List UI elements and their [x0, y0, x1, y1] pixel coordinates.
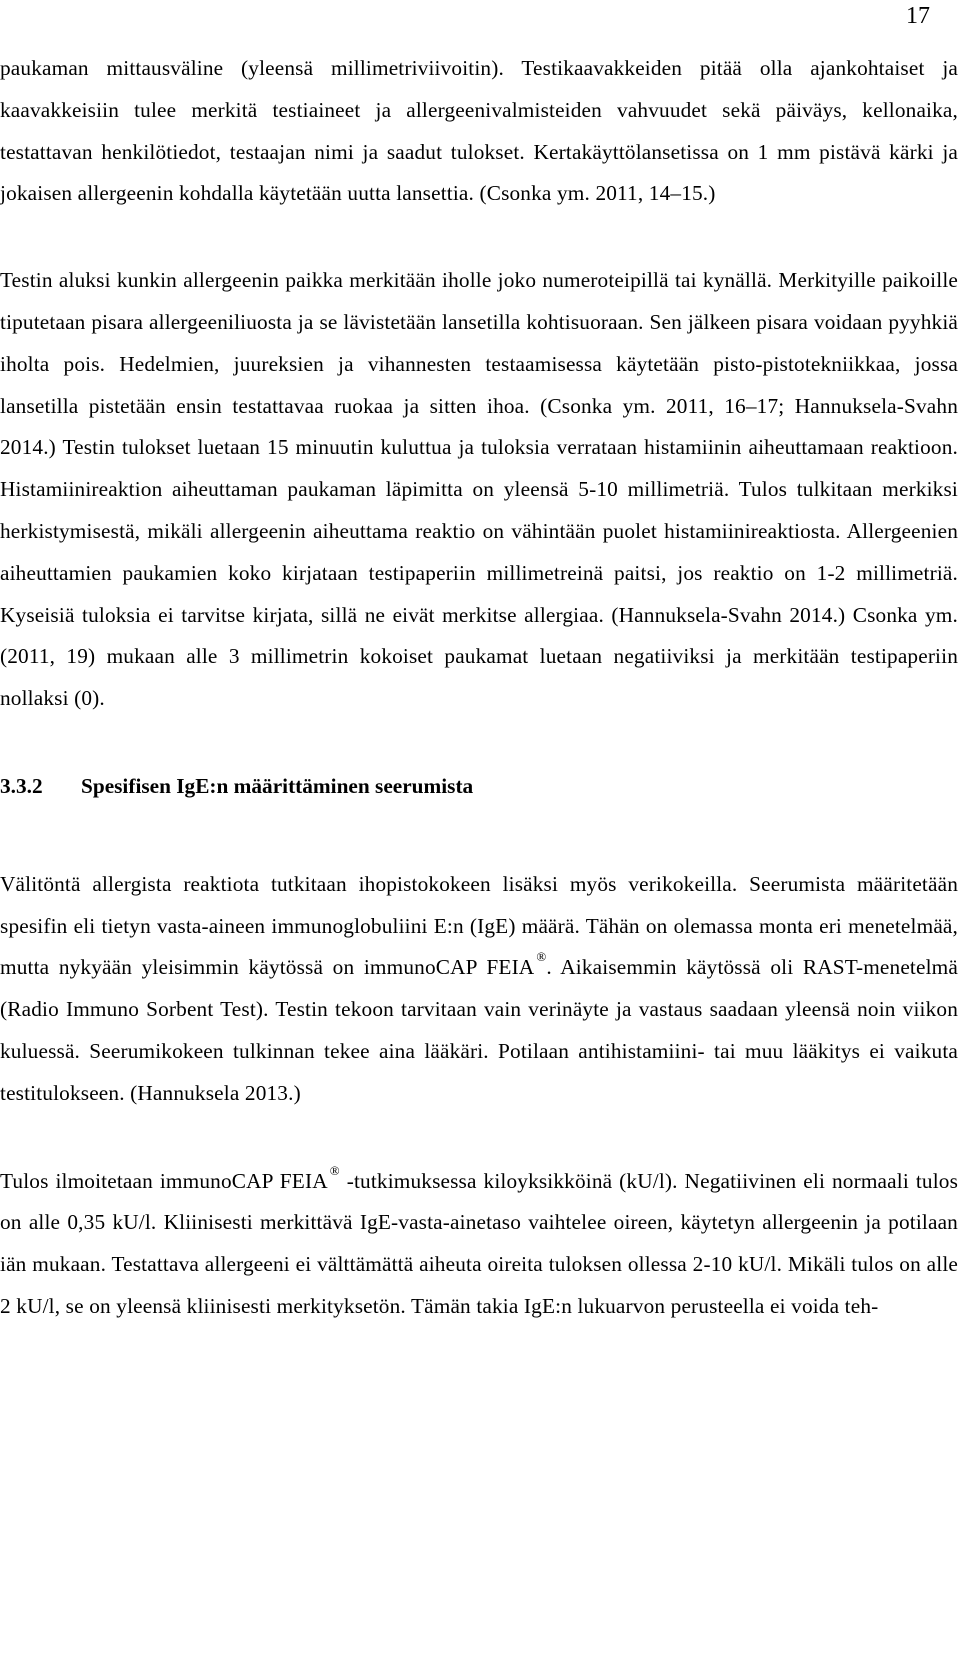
- paragraph-serum-ige: [0, 864, 958, 1115]
- paragraph-result-reporting: [0, 1161, 958, 1328]
- registered-mark: ®: [536, 949, 547, 965]
- section-number: 3.3.2: [0, 773, 43, 798]
- paragraph-text: -tutkimuksessa kiloyksikköinä (kU/l). Negatiivinen eli normaali tulos on alle 0,35 kU/l. Kliinisesti merkittävä IgE-vasta-ainetaso vaihtelee oireen, käytetyn allergeenin ja potilaan iän mukaan. Testattava allergeeni ei välttämättä aiheuta oireita tuloksen ollessa 2-10 kU/l. Mikäli tulos on alle 2 kU/l, se on yleensä kliinisesti merkityksetön. Tämän takia IgE:n lukuarvon perusteella ei voida teh-: [0, 1168, 959, 1318]
- paragraph-text: Tulos ilmoitetaan immunoCAP FEIA: [0, 1168, 328, 1193]
- section-heading: [0, 766, 958, 808]
- paragraph-spacer: [0, 720, 958, 766]
- paragraph-text: Välitöntä allergista reaktiota tutkitaan ihopistokokeen lisäksi myös verikokeilla. Seerumista määritetään spesifin eli tietyn vasta-aineen immunoglobuliini E:n (IgE) määrä. Tähän on olemassa monta eri menetelmää, mutta nykyään yleisimmin käytössä on immunoCAP FEIA: [0, 871, 958, 980]
- registered-mark: ®: [329, 1162, 340, 1178]
- paragraph-test-form: paukaman mittausväline (yleensä millimetriviivoitin). Testikaavakkeiden pitää olla ajankohtaiset ja kaavakkeisiin tulee merkitä testiaineet ja allergeenivalmisteiden vahvuudet sekä päiväys, kellonaika, testattavan henkilötiedot, testaajan nimi ja saadut tulokset. Kertakäyttölansetissa on 1 mm pistävä kärki ja jokaisen allergeenin kohdalla käytetään uutta lansettia. (Csonka ym. 2011, 14–15.): [0, 56, 958, 206]
- section-title: Spesifisen IgE:n määrittäminen seerumista: [81, 773, 474, 798]
- paragraph-text: . Aikaisemmin käytössä oli RAST-menetelmä (Radio Immuno Sorbent Test). Testin tekoon tarvitaan vain verinäyte ja vastaus saadaan yleensä noin viikon kuluessä. Seerumikokeen tulkinnan tekee aina lääkäri. Potilaan antihistamiini- tai muu lääkitys ei vaikuta testitulokseen. (Hannuksela 2013.): [0, 955, 958, 1105]
- document-body: [0, 48, 958, 1328]
- paragraph-test-procedure: Testin aluksi kunkin allergeenin paikka merkitään iholle joko numeroteipillä tai kynällä. Merkityille paikoille tiputetaan pisara allergeeniliuosta ja se lävistetään lansetilla kohtisuoraan. Sen jälkeen pisara voidaan pyyhkiä iholta pois. Hedelmien, juureksien ja vihannesten testaamisessa käytetään pisto-pistotekniikkaa, jossa lansetilla pistetään ensin testattavaa ruokaa ja sitten ihoa. (Csonka ym. 2011, 16–17; Hannuksela-Svahn 2014.) Testin tulokset luetaan 15 minuutin kuluttua ja tuloksia verrataan histamiinin aiheuttamaan reaktioon. Histamiinireaktion aiheuttaman paukaman läpimitta on yleensä 5-10 millimetriä. Tulos tulkitaan merkiksi herkistymisestä, mikäli allergeenin aiheuttama reaktio on vähintään puolet histamiinireaktiosta. Allergeenien aiheuttamien paukamien koko kirjataan testipaperiin millimetreinä paitsi, jos reaktio on 1-2 millimetriä. Kyseisiä tuloksia ei tarvitse kirjata, sillä ne eivät merkitse allergiaa. (Hannuksela-Svahn 2014.) Csonka ym. (2011, 19) mukaan alle 3 millimetrin kokoiset paukamat luetaan negatiiviksi ja merkitään testipaperiin nollaksi (0).: [0, 268, 958, 711]
- paragraph-spacer: [0, 1115, 958, 1161]
- paragraph-spacer: [0, 215, 958, 260]
- paragraph-spacer: [0, 808, 958, 864]
- page-number: 17: [906, 3, 930, 29]
